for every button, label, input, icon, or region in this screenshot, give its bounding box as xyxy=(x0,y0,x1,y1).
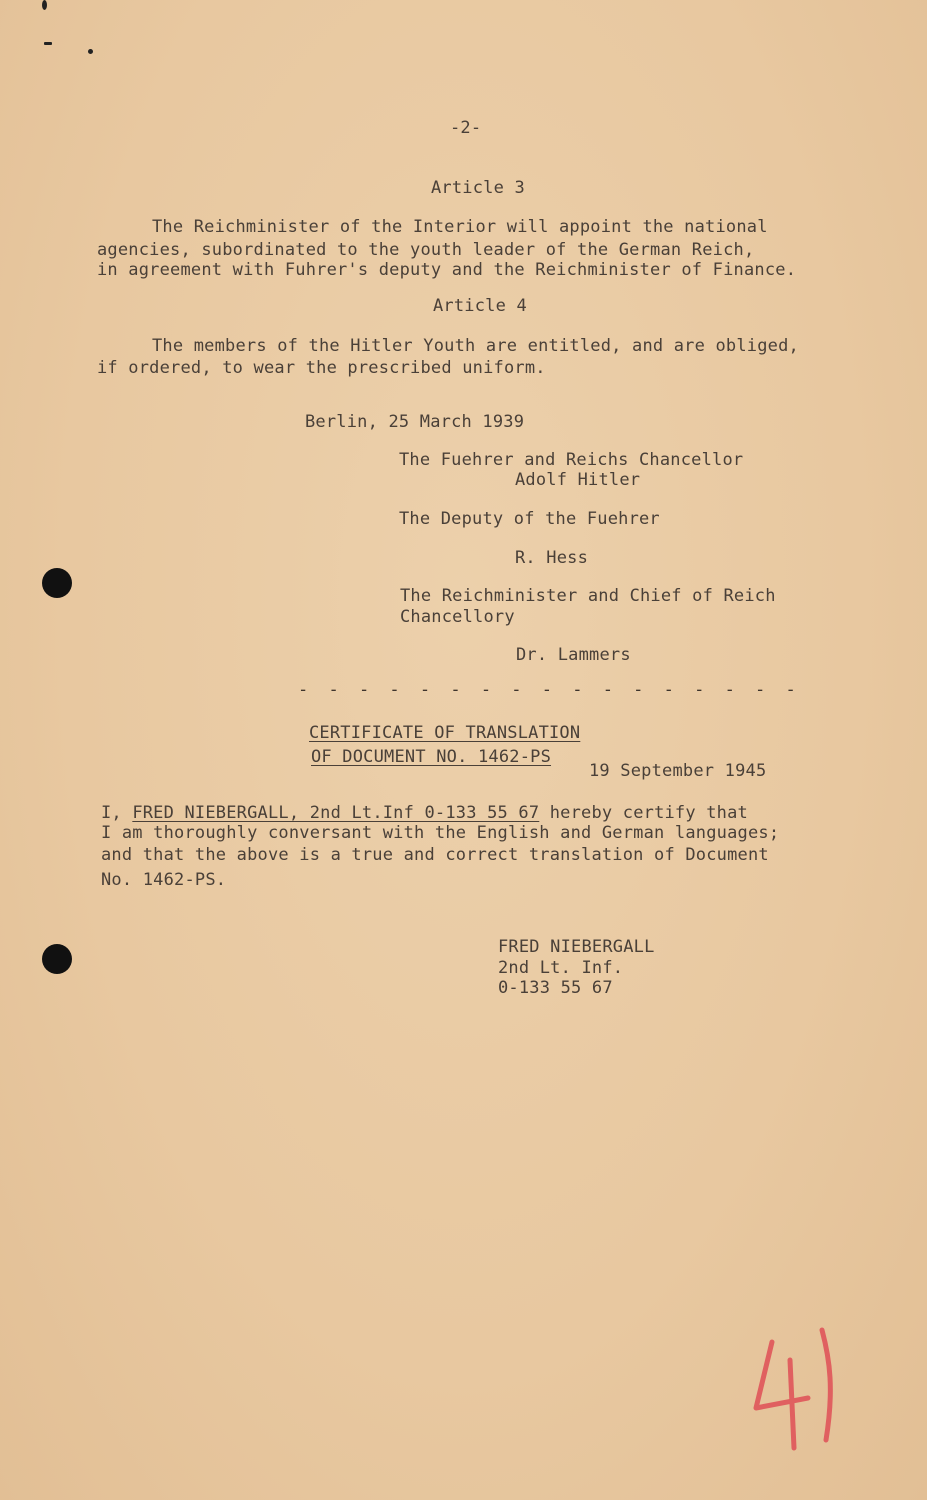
certificate-title: CERTIFICATE OF TRANSLATION xyxy=(309,723,581,743)
certificate-title: OF DOCUMENT NO. 1462-PS xyxy=(311,747,552,767)
certificate-body-line: No. 1462-PS. xyxy=(101,870,227,890)
deputy-title: The Deputy of the Fuehrer xyxy=(399,509,660,529)
article-3-line: The Reichminister of the Interior will appoint the national xyxy=(152,217,768,237)
reichminister-title: The Reichminister and Chief of Reich xyxy=(400,586,776,606)
article-3-heading: Article 3 xyxy=(431,178,525,198)
fuehrer-title: The Fuehrer and Reichs Chancellor xyxy=(399,450,744,470)
page-speck xyxy=(44,42,52,45)
signer-name: FRED NIEBERGALL xyxy=(498,937,655,957)
reichminister-name: Dr. Lammers xyxy=(516,645,631,665)
article-4-line: if ordered, to wear the prescribed uniform. xyxy=(97,358,546,378)
article-4-line: The members of the Hitler Youth are entitled, and are obliged, xyxy=(152,336,799,356)
fuehrer-name: Adolf Hitler xyxy=(515,470,641,490)
signer-serial: 0-133 55 67 xyxy=(498,978,613,998)
handwritten-page-mark xyxy=(750,1320,850,1460)
page-speck xyxy=(42,0,47,10)
signer-rank: 2nd Lt. Inf. xyxy=(498,958,624,978)
translator-identity: FRED NIEBERGALL, 2nd Lt.Inf 0-133 55 67 xyxy=(132,803,540,823)
page-number: -2- xyxy=(450,118,482,138)
article-4-heading: Article 4 xyxy=(433,296,527,316)
punch-hole xyxy=(42,944,72,974)
reichminister-title: Chancellory xyxy=(400,607,515,627)
certificate-body-line: and that the above is a true and correct translation of Document xyxy=(101,845,769,865)
deputy-name: R. Hess xyxy=(515,548,589,568)
certificate-body-line: I am thoroughly conversant with the English and German languages; xyxy=(101,823,780,843)
article-3-line: in agreement with Fuhrer's deputy and the Reichminister of Finance. xyxy=(97,260,797,280)
certificate-date: 19 September 1945 xyxy=(589,761,767,781)
certificate-body-line xyxy=(101,803,748,823)
section-divider: - - - - - - - - - - - - - - - - - xyxy=(298,680,801,700)
article-3-line: agencies, subordinated to the youth leader of the German Reich, xyxy=(97,240,755,260)
place-date: Berlin, 25 March 1939 xyxy=(305,412,525,432)
punch-hole xyxy=(42,568,72,598)
certificate-body-suffix: hereby certify that xyxy=(539,803,748,823)
certificate-body-prefix: I, xyxy=(101,803,133,823)
page-speck xyxy=(88,49,93,54)
